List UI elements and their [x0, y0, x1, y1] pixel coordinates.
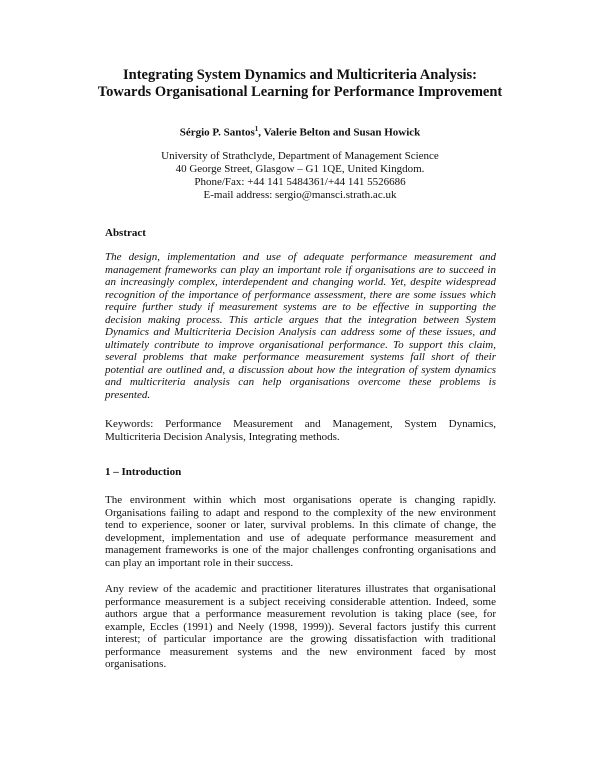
abstract-line: an increasingly complex, interdependent and changing world. Yet, despite widespread [105, 276, 496, 288]
abstract-line: recognition of the importance of performance assessment, there are some issues which [105, 288, 496, 301]
abstract-heading: Abstract [105, 227, 146, 239]
keywords [105, 418, 496, 443]
footnote-marker: 1 [254, 125, 259, 133]
abstract-line: Dynamics and Multicriteria Decision Analysis can address some of these issues, and [105, 326, 496, 338]
author-list [0, 123, 600, 140]
paragraph-line: tend to experience, sooner or later, survival problems. In this climate of change, the [105, 519, 496, 531]
paragraph-line: management frameworks is one of the major challenges confronting organisations and [105, 544, 496, 556]
affiliation-line: E-mail address: sergio@mansci.strath.ac.uk [203, 189, 397, 201]
paper-title [0, 67, 600, 101]
affiliation-line: University of Strathclyde, Department of Management Science [161, 150, 439, 162]
paragraph-line: The environment within which most organisations operate is changing rapidly. [105, 494, 496, 506]
abstract-line: ultimately contribute to improve organisational performance. To support this claim, [105, 338, 496, 351]
keywords-line: Keywords: Performance Measurement and Management, System Dynamics, [105, 418, 496, 430]
intro-paragraph-1 [105, 494, 496, 569]
paragraph-line: can play an important role in their success. [105, 556, 294, 569]
keywords-line: Multicriteria Decision Analysis, Integrating methods. [105, 430, 340, 443]
paragraph-line: interest; of particular importance are the growing dissatisfaction with traditional [105, 633, 496, 645]
abstract-line: require further study if measurement systems are to be effective in supporting the [105, 301, 496, 313]
intro-paragraph-2 [105, 583, 496, 671]
affiliation-line: 40 George Street, Glasgow – G1 1QE, United Kingdom. [175, 163, 425, 175]
paragraph-line: performance measurement is a subject receiving considerable attention. Indeed, some [105, 595, 496, 608]
title-line: Towards Organisational Learning for Performance Improvement [97, 84, 503, 100]
paragraph-line: development, implementation and use of adequate performance measurement and [105, 531, 496, 544]
abstract-line: decision making process. This article argues that the integration between System [105, 313, 496, 326]
title-line: Integrating System Dynamics and Multicriteria Analysis: [122, 67, 478, 83]
paragraph-line: performance measurement systems and the new environment faced by most [105, 645, 496, 658]
abstract-line: presented. [105, 388, 151, 401]
paragraph-line: authors argue that a performance measurement revolution is taking place (see, for [105, 608, 496, 620]
paragraph-line: organisations. [105, 658, 167, 670]
abstract-line: several problems that make performance measurement systems fall short of their [105, 351, 496, 363]
abstract-line: and multicriteria analysis can help organisations overcome these problems is [105, 376, 496, 388]
paragraph-line: example, Eccles (1991) and Neely (1998, 1999)). Several factors justify this current [105, 620, 496, 633]
affiliation-block [0, 150, 600, 202]
paragraph-line: Organisations failing to adapt and respond to the complexity of the new environment [105, 506, 496, 519]
affiliation-line: Phone/Fax: +44 141 5484361/+44 141 5526686 [194, 176, 406, 188]
abstract-text [105, 251, 496, 401]
author-name: Sérgio P. Santos [179, 126, 255, 139]
abstract-line: management frameworks can play an important role if organisations are to succeed in [105, 263, 496, 276]
author-names-rest: , Valerie Belton and Susan Howick [258, 126, 421, 139]
abstract-line: The design, implementation and use of adequate performance measurement and [105, 251, 496, 263]
paragraph-line: Any review of the academic and practitioner literatures illustrates that organisational [105, 583, 496, 595]
section-heading: 1 – Introduction [105, 466, 182, 478]
abstract-line: potential are outlined and, a discussion about how the integration of system dynamics [105, 363, 496, 376]
